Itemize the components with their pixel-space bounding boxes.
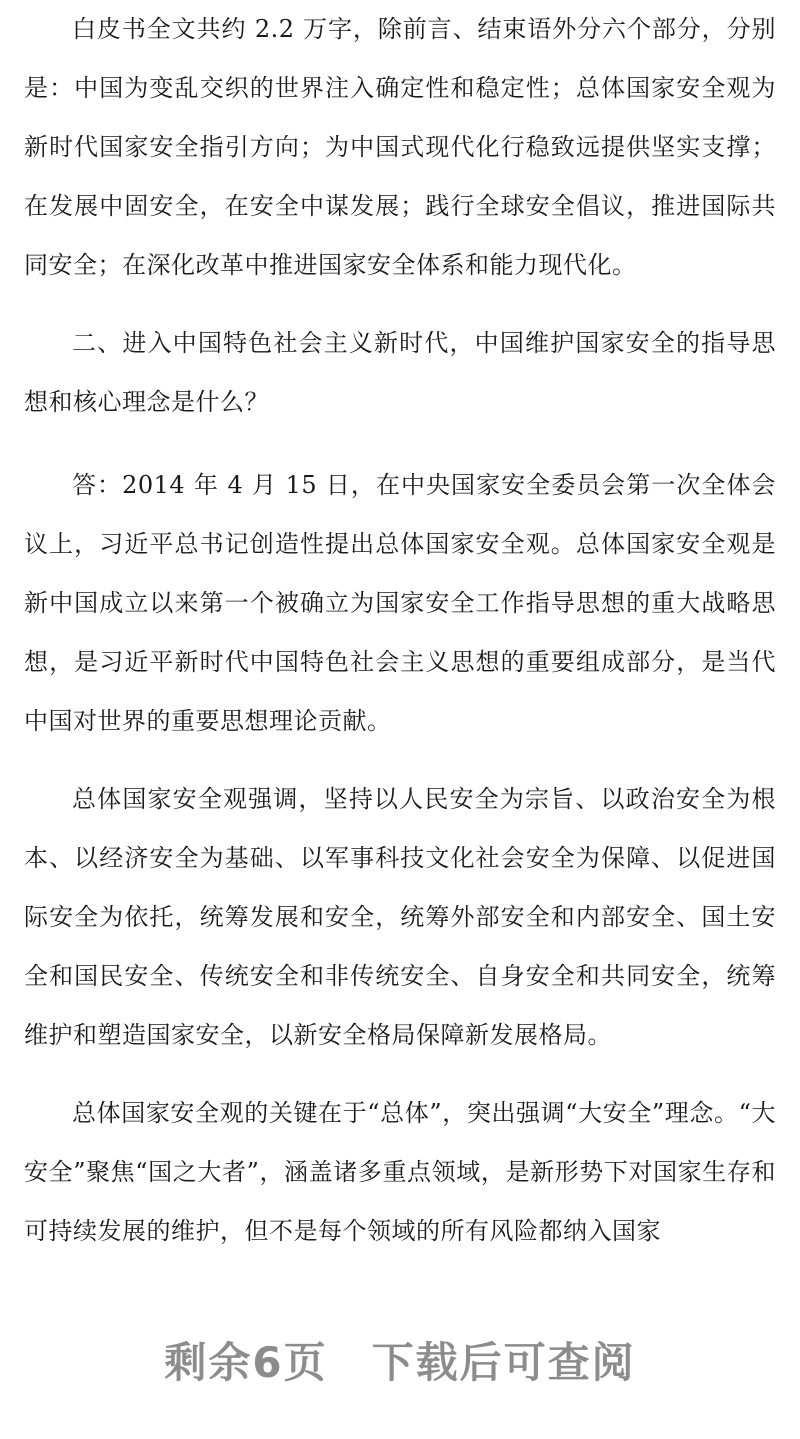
paragraph-summary: 白皮书全文共约 2.2 万字，除前言、结束语外分六个部分，分别是：中国为变乱交织的世界注入确定性和稳定性；总体国家安全观为新时代国家安全指引方向；为中国式现代化行稳致远提供坚实支撑；在发展中固安全，在安全中谋发展；践行全球安全倡议，推进国际共同安全；在深化改革中推进国家安全体系和能力现代化。 (24, 15, 776, 279)
paragraph-key-concept: 总体国家安全观的关键在于“总体”，突出强调“大安全”理念。“大安全”聚焦“国之大者”，涵盖诸多重点领域，是新形势下对国家生存和可持续发展的维护，但不是每个领域的所有风险都纳入国家 (24, 1099, 776, 1245)
download-hint-label: 下载后可查阅 (371, 1338, 636, 1387)
paragraph-security-emphasis: 总体国家安全观强调，坚持以人民安全为宗旨、以政治安全为根本、以经济安全为基础、以军事科技文化社会安全为保障、以促进国际安全为依托，统筹发展和安全，统筹外部安全和内部安全、国土安全和国民安全、传统安全和非传统安全、自身安全和共同安全，统筹维护和塑造国家安全，以新安全格局保障新发展格局。 (24, 785, 776, 1049)
paragraph-answer: 答：2014 年 4 月 15 日，在中央国家安全委员会第一次全体会议上，习近平总书记创造性提出总体国家安全观。总体国家安全观是新中国成立以来第一个被确立为国家安全工作指导思想的重大战略思想，是习近平新时代中国特色社会主义思想的重要组成部分，是当代中国对世界的重要思想理论贡献。 (24, 471, 776, 735)
remaining-pages-label: 剩余6页 (164, 1338, 328, 1387)
paragraph-question-heading: 二、进入中国特色社会主义新时代，中国维护国家安全的指导思想和核心理念是什么？ (24, 329, 776, 416)
download-banner[interactable] (0, 1330, 800, 1390)
